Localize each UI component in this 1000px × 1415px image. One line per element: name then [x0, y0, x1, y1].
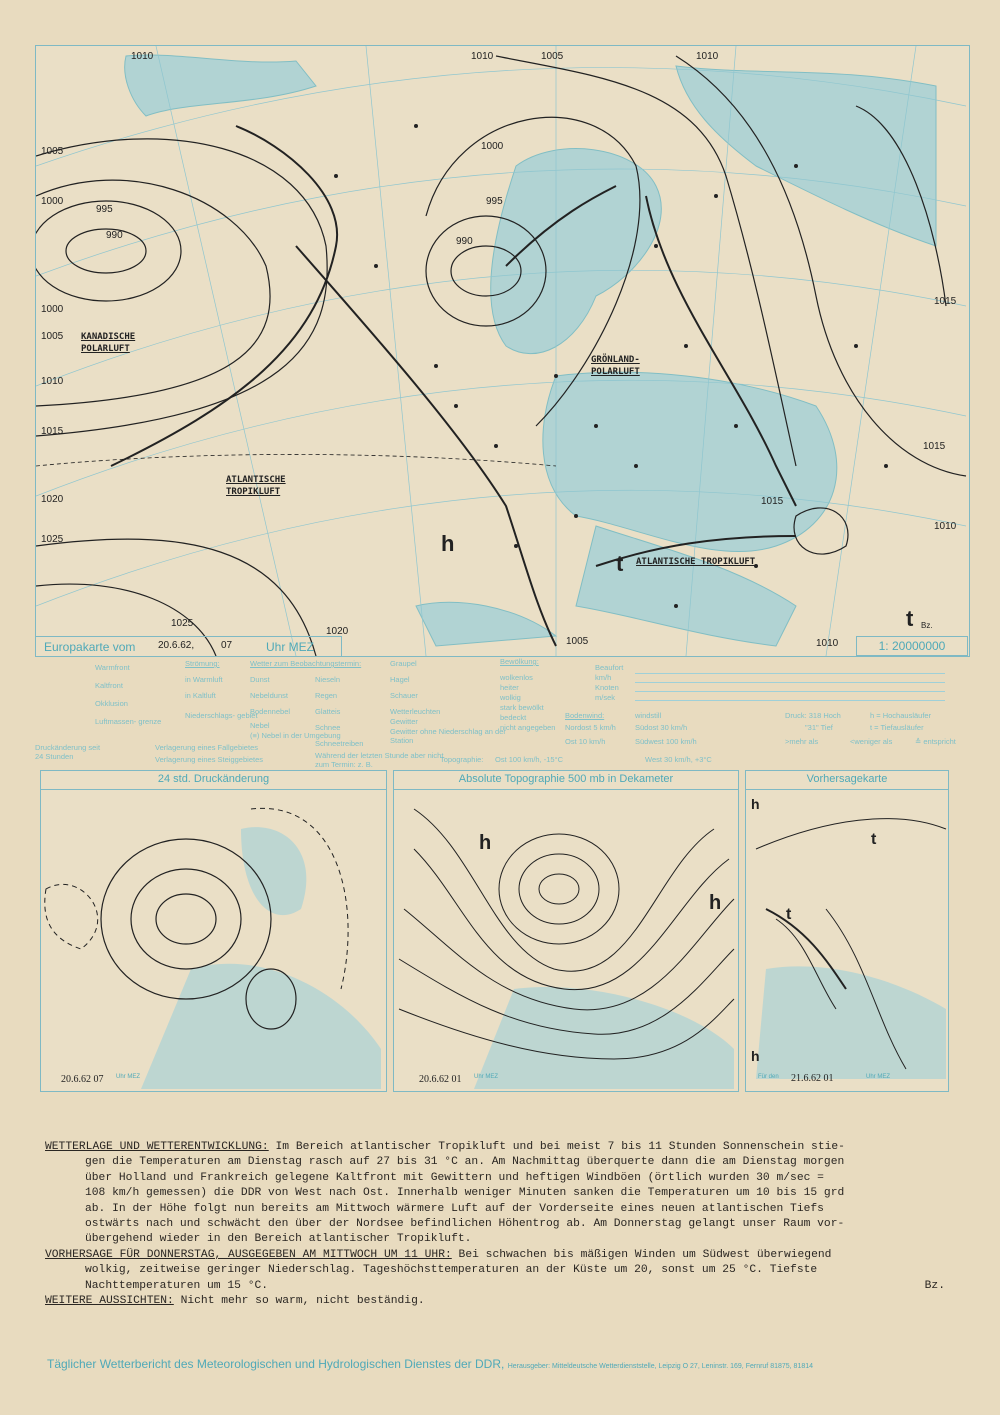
legend-weather: Schneetreiben	[315, 739, 364, 748]
map-drawing	[36, 46, 969, 656]
legend-pressure: Druck: 318 Hoch	[785, 711, 841, 720]
legend-airmass-boundary: Luftmassen- grenze	[95, 717, 162, 726]
wind-scale-label: km/h	[595, 673, 612, 682]
wind-scale-label: m/sek	[595, 693, 616, 702]
isobar-label: 1025	[41, 534, 64, 545]
europe-map	[35, 45, 970, 657]
isobar-label: 1005	[41, 331, 64, 342]
map-caption	[36, 636, 342, 657]
legend-weather: Schnee	[315, 723, 341, 732]
isobar-label: 1010	[696, 51, 719, 62]
legend-pressure: t = Tiefausläufer	[870, 723, 924, 732]
isobar-label: 1010	[816, 638, 839, 649]
legend-weather: Gewitter	[390, 717, 418, 726]
legend-flow: in Kaltluft	[185, 691, 216, 700]
legend-occlusion: Okklusion	[95, 699, 128, 708]
isobar-label: 995	[486, 196, 503, 207]
report-line: 108 km/h gemessen) die DDR von West nach Ost. Innerhalb weniger Minuten sanken die Temperaturen um 10 bis 15 grd	[85, 1187, 845, 1200]
report-line: ostwärts nach und schwächt den über der Nordsee befindlichen Höhentrog ab. Am Donnerstag gelangt unser Raum vor-	[85, 1218, 845, 1231]
legend-wind: Ost 10 km/h	[565, 737, 606, 746]
legend-pressure: ≙ entspricht	[915, 737, 956, 746]
pressure-change-drawing	[41, 789, 386, 1089]
legend-wind-title: Bodenwind:	[565, 711, 605, 720]
legend-weather-title: Wetter zum Beobachtungstermin:	[250, 659, 362, 668]
low-marker: t	[906, 606, 914, 631]
wind-scale-table	[635, 665, 945, 703]
legend-weather: Schauer	[390, 691, 418, 700]
svg-text:t: t	[871, 831, 877, 848]
isobar-label: 1025	[171, 618, 194, 629]
isobar-label: 1015	[934, 296, 957, 307]
legend-weather: Wetterleuchten	[390, 707, 441, 716]
small-map-title: 24 std. Druckänderung	[41, 773, 386, 790]
footer-title: Täglicher Wetterbericht des Meteorologischen und Hydrologischen Dienstes der DDR,	[47, 1357, 505, 1371]
legend-weather: Glatteis	[315, 707, 341, 716]
legend-pressure-change: Verlagerung eines Steiggebietes	[155, 755, 263, 764]
small-map-date: 21.6.62 01	[791, 1073, 834, 1084]
isobar-label: 995	[96, 204, 113, 215]
high-marker: h	[441, 531, 455, 556]
legend-flow: Niederschlags- gebiet	[185, 711, 258, 720]
svg-text:h: h	[479, 832, 492, 854]
footer	[47, 1357, 813, 1371]
legend-pressure-change: Verlagerung eines Fallgebietes	[155, 743, 258, 752]
wind-scale-label: Beaufort	[595, 663, 624, 672]
legend-pressure: "31" Tief	[805, 723, 833, 732]
legend-weather: Hagel	[390, 675, 410, 684]
small-map-prefix: Für den	[758, 1074, 779, 1080]
map-legend	[35, 655, 970, 769]
forecast-map	[745, 770, 949, 1092]
legend-cloud: stark bewölkt	[500, 703, 544, 712]
footer-publisher: Herausgeber: Mitteldeutsche Wetterdienststelle, Leipzig O 27, Leninstr. 169, Fernruf 81875, 81814	[507, 1363, 814, 1370]
isobar-label: 1010	[41, 376, 64, 387]
legend-cloud: heiter	[500, 683, 519, 692]
legend-topography: Topographie:	[440, 755, 484, 764]
svg-text:h: h	[709, 892, 722, 914]
isobar-label: 1010	[934, 521, 957, 532]
svg-text:h: h	[751, 1048, 760, 1064]
air-mass-label: KANADISCHE POLARLUFT	[81, 332, 136, 354]
legend-weather: Graupel	[390, 659, 417, 668]
legend-weather: Während der letzten Stunde aber nicht zum Termin: z. B.	[315, 751, 444, 769]
wind-scale-label: Knoten	[595, 683, 619, 692]
legend-wind: Südost 30 km/h	[635, 723, 688, 732]
map-date: 20.6.62,	[158, 640, 195, 651]
isobar-label: 1005	[41, 146, 64, 157]
map-hour: 07	[221, 640, 233, 651]
isobar-label: 990	[456, 236, 473, 247]
small-map-unit: Uhr MEZ	[474, 1074, 498, 1080]
report-line: wolkig, zeitweise geringer Niederschlag. Tageshöchsttemperaturen an der Küste um 20, sonst um 25 °C. Tiefste	[85, 1264, 818, 1277]
isobar-label: 1000	[41, 304, 64, 315]
legend-cloud: nicht angegeben	[500, 723, 556, 732]
legend-topography: Ost 100 km/h, -15°C	[495, 755, 564, 764]
legend-weather: Nebeldunst	[250, 691, 288, 700]
air-mass-label: ATLANTISCHE TROPIKLUFT	[226, 475, 286, 497]
small-map-title: Vorhersagekarte	[746, 773, 948, 790]
legend-cloud: wolkig	[500, 693, 521, 702]
legend-pressure: >mehr als	[785, 737, 819, 746]
map-scale: 1: 20000000	[856, 636, 968, 656]
low-marker: t	[616, 551, 624, 576]
small-map-date: 20.6.62 07	[61, 1074, 104, 1085]
legend-weather: (≡) Nebel in der Umgebung	[250, 731, 341, 740]
report-text: Nicht mehr so warm, nicht beständig.	[173, 1295, 425, 1308]
legend-cloud: bedeckt	[500, 713, 527, 722]
legend-weather: Bodennebel	[250, 707, 291, 716]
section-heading: WETTERLAGE UND WETTERENTWICKLUNG:	[45, 1141, 269, 1153]
isobar-label: 1000	[41, 196, 64, 207]
report-text: Im Bereich atlantischer Tropikluft und bei meist 7 bis 11 Stunden Sonnenschein stie-	[275, 1141, 845, 1153]
legend-cold-front: Kaltfront	[95, 681, 123, 690]
legend-pressure: <weniger als	[850, 737, 893, 746]
small-map-date: 20.6.62 01	[419, 1074, 462, 1085]
small-map-unit: Uhr MEZ	[116, 1074, 140, 1080]
isobar-label: 1010	[471, 51, 494, 62]
legend-weather: Regen	[315, 691, 338, 700]
isobar-label: 1015	[41, 426, 64, 437]
legend-cloud: wolkenlos	[500, 673, 533, 682]
report-line: übergehend wieder in den Bereich atlantischer Tropikluft.	[85, 1233, 472, 1246]
isobar-label: 990	[106, 230, 123, 241]
forecast-drawing	[746, 789, 948, 1089]
legend-cloud-title: Bewölkung:	[500, 657, 539, 666]
topography-500mb-map	[393, 770, 739, 1092]
section-heading: VORHERSAGE FÜR DONNERSTAG, AUSGEGEBEN AM MITTWOCH UM 11 UHR:	[45, 1248, 452, 1261]
weather-report-text	[45, 1140, 945, 1309]
legend-topography: West 30 km/h, +3°C	[645, 755, 712, 764]
map-title: Europakarte vom	[44, 640, 136, 654]
isobar-label: 1010	[131, 51, 154, 62]
legend-wind: Nordost 5 km/h	[565, 723, 616, 732]
report-text: Bei schwachen bis mäßigen Winden um Südwest überwiegend	[451, 1248, 832, 1261]
isobar-label: 1000	[481, 141, 504, 152]
topography-drawing	[394, 789, 738, 1089]
pressure-change-map	[40, 770, 387, 1092]
report-line: Nachttemperaturen um 15 °C.	[85, 1279, 269, 1292]
legend-flow-title: Strömung:	[185, 659, 220, 668]
air-mass-label: ATLANTISCHE TROPIKLUFT	[636, 557, 756, 567]
legend-weather: Dunst	[250, 675, 270, 684]
legend-wind: windstill	[635, 711, 662, 720]
isobar-label: 1020	[326, 626, 349, 637]
legend-weather: Nebel	[250, 721, 270, 730]
svg-text:h: h	[751, 796, 760, 812]
legend-pressure: h = Hochausläufer	[870, 711, 932, 720]
legend-wind: Südwest 100 km/h	[635, 737, 697, 746]
legend-weather: Nieseln	[315, 675, 341, 684]
initials: Bz.	[921, 621, 933, 630]
report-line: ab. In der Höhe folgt nun bereits am Mittwoch wärmere Luft auf der Vorderseite eines neuen atlantischen Tiefs	[85, 1202, 824, 1215]
svg-text:t: t	[786, 906, 792, 923]
legend-warm-front: Warmfront	[95, 663, 130, 672]
signature: Bz.	[924, 1279, 945, 1292]
report-line: über Holland und Frankreich gelegene Kaltfront mit Gewittern und heftigen Windböen (örtlich wurden 30 m/sec =	[85, 1171, 824, 1184]
legend-flow: in Warmluft	[185, 675, 223, 684]
map-hour-unit: Uhr MEZ	[266, 640, 314, 654]
small-map-title: Absolute Topographie 500 mb in Dekameter	[394, 773, 738, 790]
legend-weather: Gewitter ohne Niederschlag an der Station	[390, 727, 506, 745]
small-map-unit: Uhr MEZ	[866, 1074, 890, 1080]
report-line: gen die Temperaturen am Dienstag rasch auf 27 bis 31 °C an. Am Nachmittag überquerte dann die am Dienstag morgen	[85, 1156, 845, 1169]
isobar-label: 1015	[761, 496, 784, 507]
isobar-label: 1005	[566, 636, 589, 647]
air-mass-label: GRÖNLAND- POLARLUFT	[591, 355, 640, 377]
isobar-label: 1020	[41, 494, 64, 505]
legend-pressure-change: Druckänderung seit 24 Stunden	[35, 743, 101, 761]
isobar-label: 1005	[541, 51, 564, 62]
section-heading: WEITERE AUSSICHTEN:	[45, 1295, 174, 1308]
isobar-label: 1015	[923, 441, 946, 452]
